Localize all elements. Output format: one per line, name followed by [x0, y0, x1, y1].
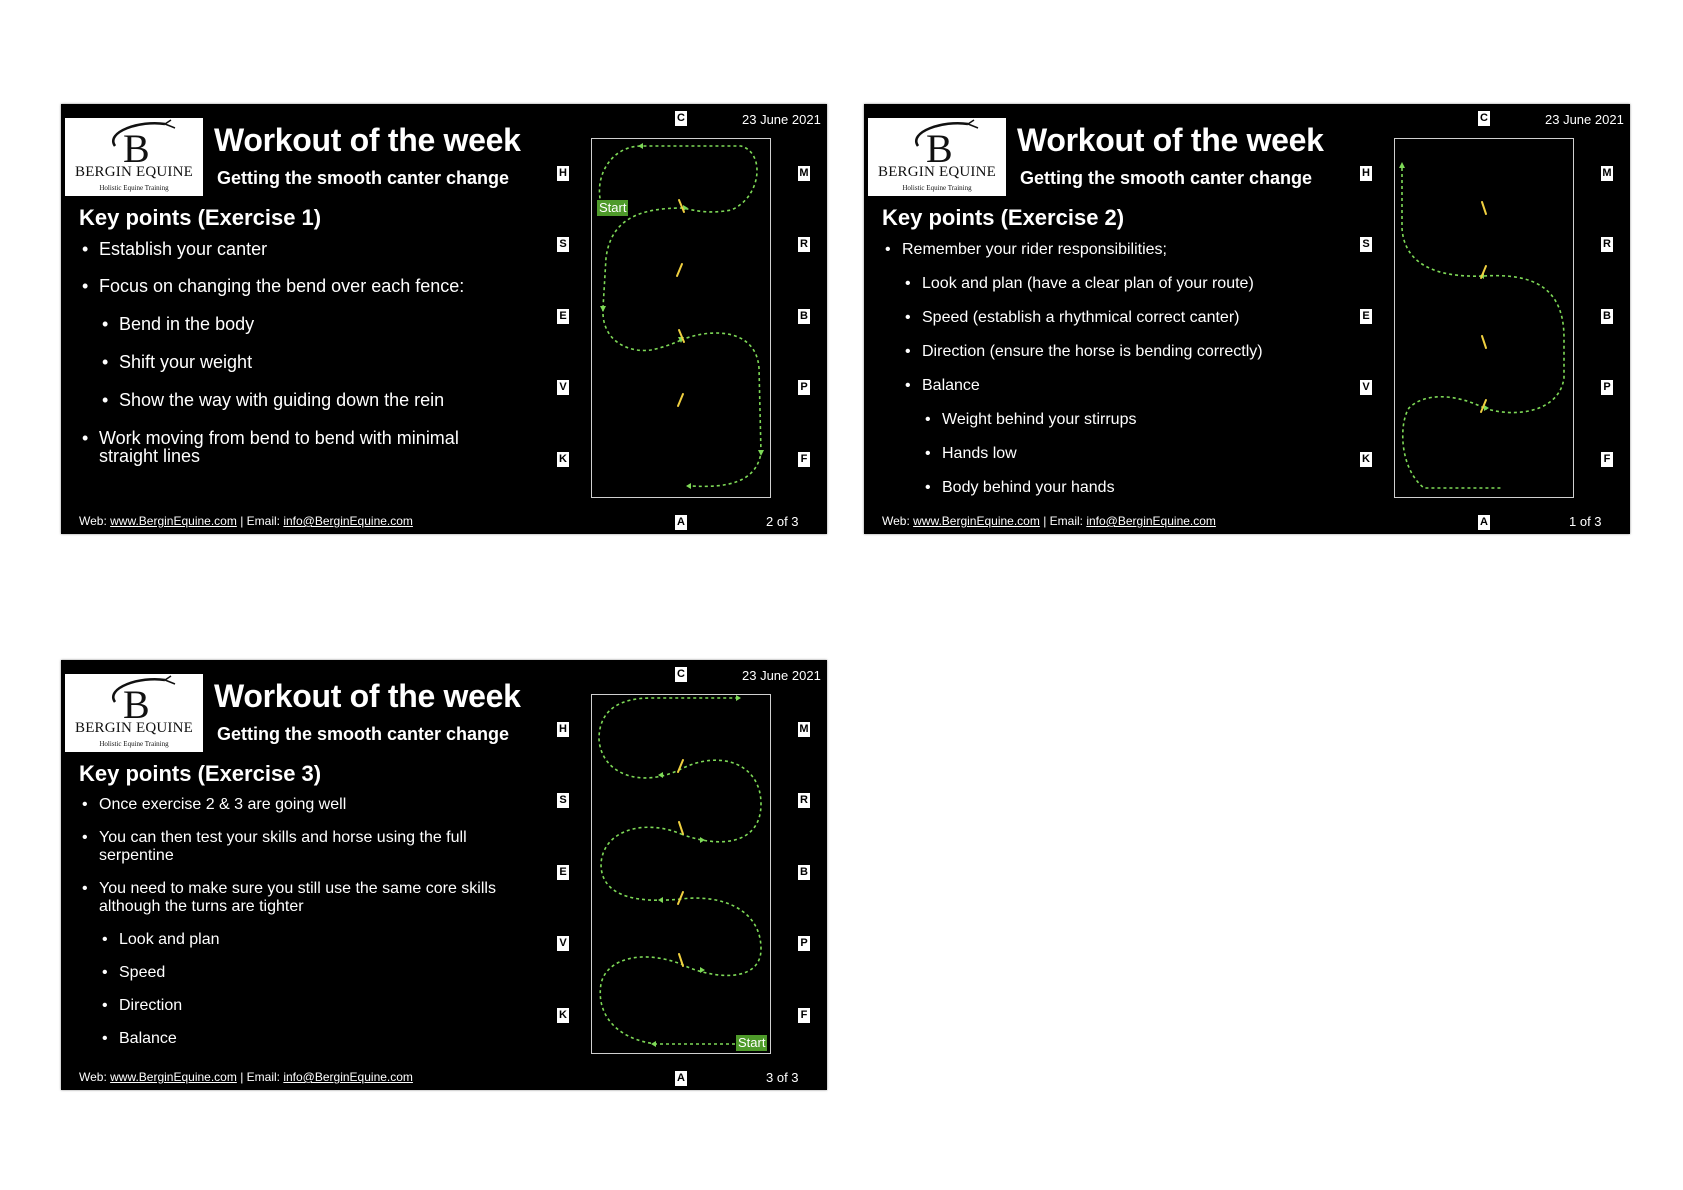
arena-marker-left: H	[557, 166, 569, 181]
arena-marker-left: V	[1360, 380, 1372, 395]
bullet-item: • Show the way with guiding down the rein	[99, 391, 519, 409]
arena-marker-left: H	[1360, 166, 1372, 181]
pole-marker	[677, 264, 682, 276]
route-path	[601, 827, 681, 900]
arena-marker-right: B	[798, 309, 810, 324]
arena-marker-right: F	[798, 452, 810, 467]
bullet-item: • Once exercise 2 & 3 are going well	[79, 796, 519, 814]
key-points-list	[79, 240, 519, 465]
pole-marker	[678, 760, 683, 772]
route-arrow	[686, 483, 691, 489]
arena-marker-bottom: A	[675, 1071, 687, 1086]
arena-marker-right: M	[1602, 167, 1612, 179]
slide-subtitle: Getting the smooth canter change	[1020, 168, 1313, 188]
arena-marker-top: C	[1478, 111, 1490, 126]
route-arrow	[700, 837, 705, 843]
arena-marker-left: E	[557, 309, 569, 324]
page-number: 2 of 3	[766, 514, 799, 529]
route-path	[599, 698, 736, 778]
route-path	[603, 208, 683, 308]
slide-exercise-2	[864, 104, 1630, 534]
footer-separator: | Email:	[236, 514, 284, 528]
arena-marker-right: P	[798, 936, 810, 951]
route-path	[603, 308, 681, 351]
route-path	[600, 957, 741, 1044]
slide-footer	[79, 1070, 413, 1084]
route-path	[681, 760, 761, 842]
arena-route-diagram	[1394, 138, 1574, 498]
arena-marker-left: H	[557, 722, 569, 737]
logo-wordmark: BERGIN EQUINE	[74, 164, 193, 180]
footer-separator: | Email:	[236, 1070, 284, 1084]
arena-marker-right: P	[1601, 380, 1613, 395]
bullet-item: • Remember your rider responsibilities;	[882, 241, 1322, 259]
arena-marker-left: E	[557, 865, 569, 880]
slide-subtitle: Getting the smooth canter change	[217, 168, 510, 188]
arena-marker-left: V	[557, 380, 569, 395]
arena-marker-bottom: A	[1478, 515, 1490, 530]
footer-web-label: Web:	[79, 514, 111, 528]
arena-marker-right: R	[798, 237, 810, 252]
logo-tagline: Holistic Equine Training	[99, 740, 169, 748]
arena-marker-left: K	[557, 1008, 569, 1023]
bullet-item: • Balance	[99, 1030, 519, 1048]
arena-marker-right: F	[798, 1008, 810, 1023]
bullet-item: • Work moving from bend to bend with minimal straight lines	[79, 429, 489, 465]
footer-web-label: Web:	[79, 1070, 111, 1084]
arena-marker-top: C	[675, 111, 687, 126]
arena-route-diagram	[591, 138, 771, 498]
arena-marker-bottom: A	[675, 515, 687, 530]
route-path	[1484, 276, 1564, 413]
arena-marker-right: B	[798, 865, 810, 880]
bullet-item: • Look and plan (have a clear plan of your route)	[902, 275, 1322, 293]
email-link[interactable]: info@BerginEquine.com	[283, 1070, 413, 1084]
route-arrow	[658, 772, 663, 778]
website-link[interactable]: www.BerginEquine.com	[110, 1070, 237, 1084]
logo-wordmark: BERGIN EQUINE	[877, 164, 996, 180]
arena-marker-right: M	[799, 723, 809, 735]
bullet-item: • Body behind your hands	[922, 479, 1322, 497]
slide-title: Workout of the week	[1017, 122, 1324, 158]
bullet-item: • Direction	[99, 997, 519, 1015]
logo-tagline: Holistic Equine Training	[902, 184, 972, 192]
pole-marker	[679, 822, 683, 834]
bergin-equine-logo	[868, 118, 1006, 196]
arena-marker-left: S	[1360, 237, 1372, 252]
bullet-item: • Shift your weight	[99, 353, 519, 371]
bullet-item: • You need to make sure you still use the same core skills although the turns are tighter	[79, 880, 519, 916]
arena-marker-right: P	[798, 380, 810, 395]
route-arrow	[758, 450, 764, 456]
arena-marker-right: M	[799, 167, 809, 179]
page-number: 3 of 3	[766, 1070, 799, 1085]
key-points-list	[882, 241, 1322, 497]
pole-marker	[1482, 202, 1486, 214]
svg-text:B: B	[123, 682, 150, 722]
footer-web-label: Web:	[882, 514, 914, 528]
arena-route-diagram	[591, 694, 771, 1054]
route-arrow	[736, 695, 741, 701]
slide-title: Workout of the week	[214, 122, 521, 158]
email-link[interactable]: info@BerginEquine.com	[283, 514, 413, 528]
route-arrow	[1399, 162, 1405, 168]
website-link[interactable]: www.BerginEquine.com	[913, 514, 1040, 528]
bullet-item: • Speed (establish a rhythmical correct canter)	[902, 309, 1322, 327]
pole-marker	[678, 394, 683, 406]
slide-exercise-3	[61, 660, 827, 1090]
footer-separator: | Email:	[1039, 514, 1087, 528]
key-points-list	[79, 796, 519, 1048]
bullet-item: • Establish your canter	[79, 240, 519, 258]
start-label: Start	[738, 1035, 766, 1050]
bullet-item: • Focus on changing the bend over each fence:	[79, 277, 519, 295]
route-path	[681, 898, 761, 975]
horseshoe-b-logo-icon	[85, 674, 185, 722]
horseshoe-b-logo-icon	[888, 118, 988, 166]
bullet-item: • Balance	[902, 377, 1322, 395]
arena-marker-left: S	[557, 793, 569, 808]
slide-date: 23 June 2021	[1545, 112, 1624, 127]
svg-text:B: B	[123, 126, 150, 166]
slide-date: 23 June 2021	[742, 112, 821, 127]
arena-marker-right: R	[1601, 237, 1613, 252]
bullet-item: • Bend in the body	[99, 315, 519, 333]
route-arrow	[600, 306, 606, 312]
route-arrow	[658, 897, 663, 903]
arena-marker-left: S	[557, 237, 569, 252]
slide-date: 23 June 2021	[742, 668, 821, 683]
slide-exercise-1	[61, 104, 827, 534]
arena-marker-right: R	[798, 793, 810, 808]
svg-text:B: B	[926, 126, 953, 166]
key-points-heading: Key points (Exercise 1)	[79, 205, 322, 230]
key-points-heading: Key points (Exercise 2)	[882, 205, 1125, 230]
arena-marker-right: B	[1601, 309, 1613, 324]
page-number: 1 of 3	[1569, 514, 1602, 529]
horseshoe-b-logo-icon	[85, 118, 185, 166]
route-path	[681, 333, 761, 486]
bullet-item: • Weight behind your stirrups	[922, 411, 1322, 429]
bergin-equine-logo	[65, 118, 203, 196]
bullet-item: • You can then test your skills and horse using the full serpentine	[79, 829, 499, 865]
slide-title: Workout of the week	[214, 678, 521, 714]
arena-marker-left: E	[1360, 309, 1372, 324]
slide-footer	[79, 514, 413, 528]
route-path	[1403, 397, 1502, 488]
bullet-item: • Speed	[99, 964, 519, 982]
bullet-item: • Look and plan	[99, 931, 519, 949]
website-link[interactable]: www.BerginEquine.com	[110, 514, 237, 528]
email-link[interactable]: info@BerginEquine.com	[1086, 514, 1216, 528]
arena-marker-top: C	[675, 667, 687, 682]
arena-marker-left: K	[1360, 452, 1372, 467]
arena-marker-left: K	[557, 452, 569, 467]
pole-marker	[678, 892, 683, 904]
route-path	[1402, 168, 1484, 276]
route-arrow	[1484, 405, 1489, 411]
key-points-heading: Key points (Exercise 3)	[79, 761, 322, 786]
slide-footer	[882, 514, 1216, 528]
pole-marker	[1482, 336, 1486, 348]
slide-subtitle: Getting the smooth canter change	[217, 724, 510, 744]
logo-wordmark: BERGIN EQUINE	[74, 720, 193, 736]
logo-tagline: Holistic Equine Training	[99, 184, 169, 192]
route-arrow	[651, 1041, 656, 1047]
route-arrow	[638, 143, 643, 149]
bergin-equine-logo	[65, 674, 203, 752]
start-label: Start	[599, 200, 627, 215]
bullet-item: • Hands low	[922, 445, 1322, 463]
arena-marker-left: V	[557, 936, 569, 951]
arena-marker-right: F	[1601, 452, 1613, 467]
bullet-item: • Direction (ensure the horse is bending correctly)	[902, 343, 1322, 361]
